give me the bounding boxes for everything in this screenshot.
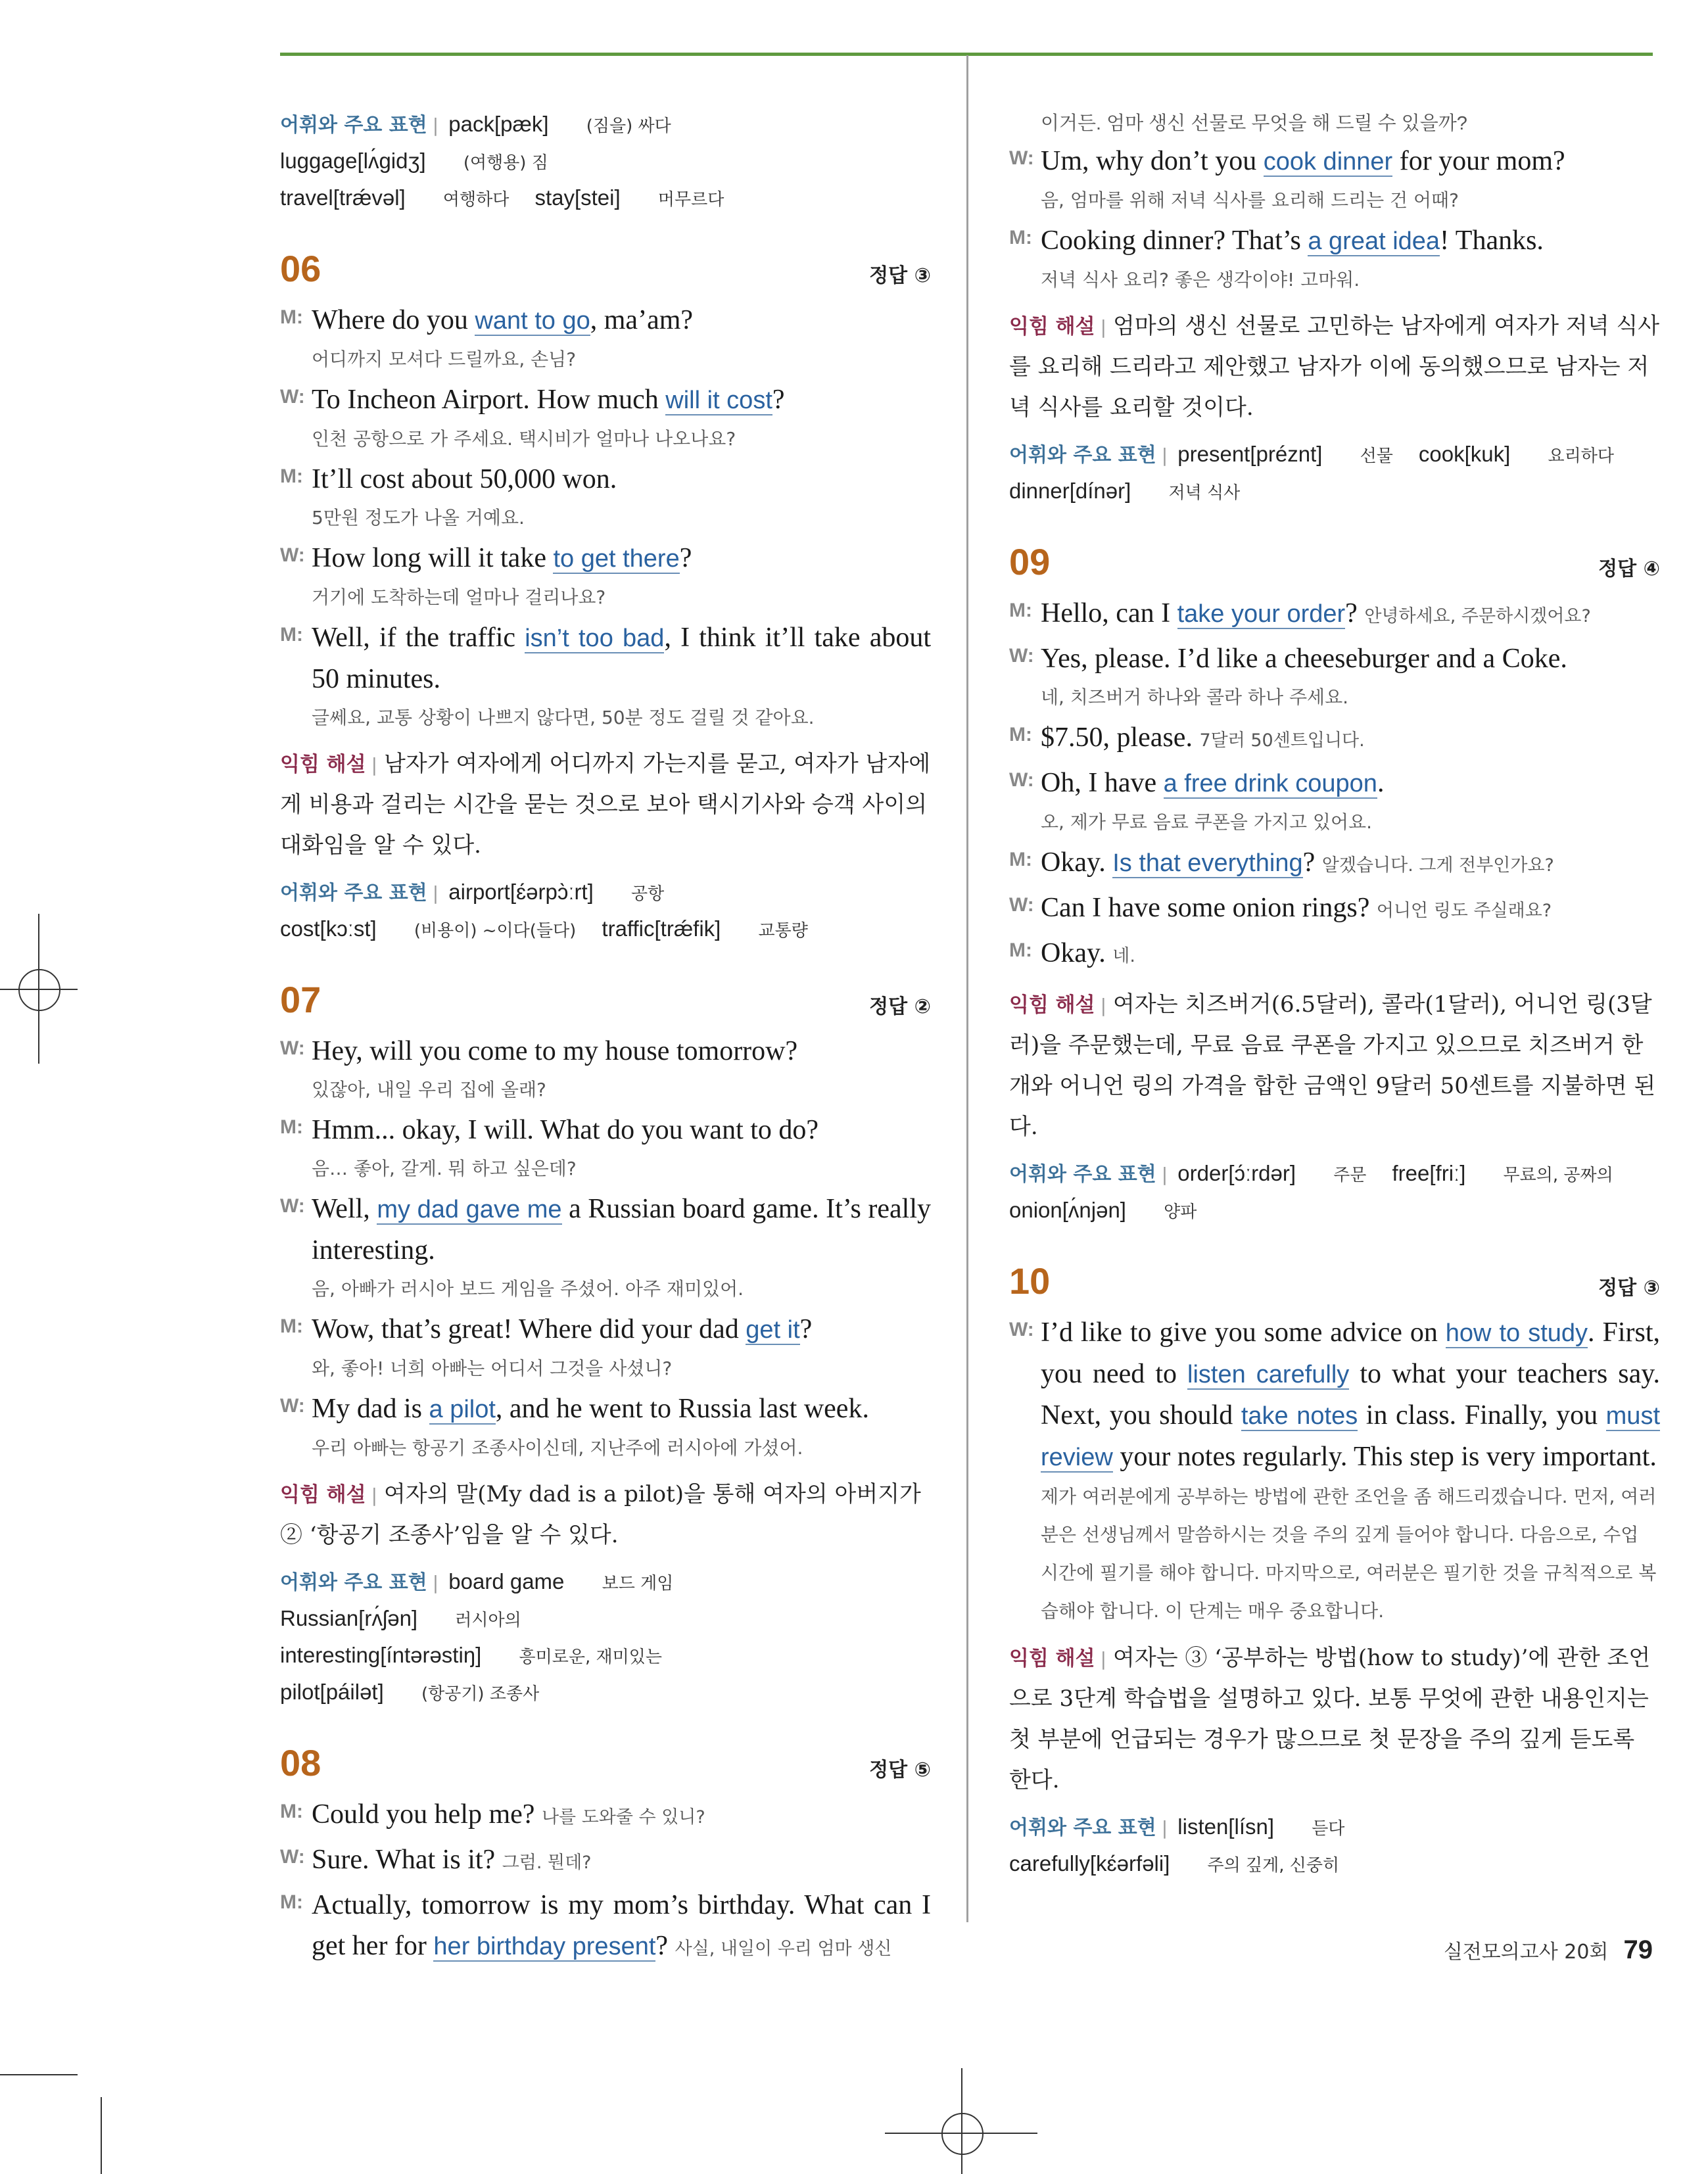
- speaker-label: W:: [280, 544, 305, 566]
- speaker-label: W:: [280, 1395, 305, 1417]
- translation: 5만원 정도가 나올 거예요.: [312, 507, 525, 529]
- question-header: [280, 1741, 931, 1793]
- vocab-item: interesting[íntərəstiŋ] 흥미로운, 재미있는: [280, 1643, 662, 1667]
- speaker-label: W:: [1009, 769, 1034, 791]
- dialogue-line: M: It’ll cost about 50,000 won.: [280, 459, 931, 500]
- translation: 글쎄요, 교통 상황이 나쁘지 않다면, 50분 정도 걸릴 것 같아요.: [312, 707, 815, 728]
- vocab-item: free[friː] 무료의, 공짜의: [1392, 1161, 1613, 1185]
- translation: 음, 엄마를 위해 저녁 식사를 요리해 드리는 건 어때?: [1041, 189, 1459, 211]
- registration-mark: [941, 2113, 984, 2155]
- vocab-item: present[préznt] 선물: [1177, 442, 1393, 466]
- key-phrase: her birthday present: [433, 1933, 656, 1960]
- vocab-item: carefully[kɛ́ərfəli] 주의 깊게, 신중히: [1009, 1851, 1340, 1876]
- question-header: [1009, 540, 1660, 592]
- dialogue-line: M: $7.50, please. 7달러 50센트입니다.: [1009, 717, 1660, 761]
- speaker-label: M:: [280, 1891, 303, 1913]
- answer-label: 정답 ⑤: [869, 1759, 931, 1782]
- monologue: W: I’d like to give you some advice on how to study. First, you need to listen carefully to what your teachers say. Next, you should take notes in class. Finally, you must review your notes regularly. This step is very important.: [1009, 1312, 1660, 1478]
- vocab-item: onion[ʌ́njən] 양파: [1009, 1198, 1197, 1222]
- vocab-label: 어휘와 주요 표현: [280, 1571, 427, 1594]
- answer-label: 정답 ③: [869, 264, 931, 287]
- speaker-label: W:: [1009, 147, 1034, 169]
- explanation-label: 익힘 해설: [280, 753, 366, 776]
- page-number: 79: [1623, 1935, 1653, 1964]
- speaker-label: M:: [1009, 939, 1032, 961]
- dialogue-line: W: Oh, I have a free drink coupon.: [1009, 763, 1660, 804]
- dialogue-line: M: Wow, that’s great! Where did your dad get it?: [280, 1309, 931, 1350]
- dialogue-line: W: Well, my dad gave me a Russian board game. It’s really interesting.: [280, 1189, 931, 1271]
- vocab-label: 어휘와 주요 표현: [1009, 1816, 1156, 1839]
- question-number: 10: [1009, 1260, 1051, 1302]
- speaker-label: M:: [280, 1315, 303, 1337]
- key-phrase: a great idea: [1308, 227, 1440, 255]
- vocab-box: 어휘와 주요 표현 | order[ɔ́ːrdər] 주문 free[friː] 무료의, 공짜의 onion[ʌ́njən] 양파: [1009, 1161, 1613, 1222]
- vocab-box: 어휘와 주요 표현 | airport[ɛ́ərpɔ̀ːrt] 공항 cost[kɔːst] (비용이) ~이다(들다) traffic[trǽfik] 교통량: [280, 880, 808, 941]
- dialogue-line: M: Actually, tomorrow is my mom’s birthday. What can I get her for her birthday present? 사실, 내일이 우리 엄마 생신: [280, 1885, 931, 1970]
- question-number: 07: [280, 979, 321, 1020]
- dialogue-line: M: Hello, can I take your order? 안녕하세요, 주문하시겠어요?: [1009, 593, 1660, 637]
- explanation: 익힘 해설 | 여자는 치즈버거(6.5달러), 콜라(1달러), 어니언 링(3달러)을 주문했는데, 무료 음료 쿠폰을 가지고 있으므로 치즈버거 한 개와 어니언 링의 가격을 합한 금액인 9달러 50센트를 지불하면 된다.: [1009, 991, 1656, 1140]
- question-number: 09: [1009, 541, 1051, 582]
- vocab-box: 어휘와 주요 표현 | board game 보드 게임 Russian[rʌ́ʃən] 러시아의 interesting[íntərəstiŋ] 흥미로운, 재미있는 pilot[páilət] (항공기) 조종사: [280, 1569, 674, 1704]
- key-phrase: want to go: [475, 307, 590, 335]
- translation: 나를 도와줄 수 있니?: [541, 1807, 705, 1828]
- vocab-item: stay[stei] 머무르다: [534, 185, 724, 210]
- translation: 사실, 내일이 우리 엄마 생신: [675, 1939, 892, 1959]
- key-phrase: a pilot: [429, 1396, 496, 1423]
- vocab-item: pack[pæk] (짐을) 싸다: [448, 112, 671, 136]
- explanation-label: 익힘 해설: [1009, 315, 1095, 339]
- question-number: 06: [280, 248, 321, 289]
- vocab-label: 어휘와 주요 표현: [280, 114, 427, 137]
- translation: 거기에 도착하는데 얼마나 걸리나요?: [312, 586, 606, 608]
- key-phrase: take your order: [1177, 600, 1346, 628]
- translation: 네, 치즈버거 하나와 콜라 하나 주세요.: [1041, 686, 1349, 708]
- translation: 저녁 식사 요리? 좋은 생각이야! 고마워.: [1041, 269, 1360, 291]
- key-phrase: how to study: [1445, 1319, 1588, 1347]
- dialogue-line: M: Well, if the traffic isn’t too bad, I think it’ll take about 50 minutes.: [280, 617, 931, 699]
- vocab-item: listen[lísn] 듣다: [1177, 1814, 1345, 1839]
- speaker-label: M:: [280, 1116, 303, 1138]
- dialogue-line: M: Okay. 네.: [1009, 933, 1660, 977]
- dialogue-line: M: Where do you want to go, ma’am?: [280, 300, 931, 341]
- left-column: [280, 108, 931, 1970]
- speaker-label: M:: [1009, 849, 1032, 870]
- translation: 있잖아, 내일 우리 집에 올래?: [312, 1079, 546, 1100]
- translation: 제가 여러분에게 공부하는 방법에 관한 조언을 좀 해드리겠습니다. 먼저, 여러분은 선생님께서 말씀하시는 것을 주의 깊게 들어야 합니다. 다음으로, 수업 시간에 필기를 해야 합니다. 마지막으로, 여러분은 필기한 것을 규칙적으로 복습해야 합니다. 이 단계는 매우 중요합니다.: [1041, 1486, 1657, 1622]
- vocab-item: travel[trǽvəl] 여행하다: [280, 185, 510, 210]
- dialogue-line: W: Can I have some onion rings? 어니언 링도 주실래요?: [1009, 887, 1660, 932]
- vocab-item: luggage[lʌ́gidʒ] (여행용) 짐: [280, 149, 548, 173]
- translation: 오, 제가 무료 음료 쿠폰을 가지고 있어요.: [1041, 811, 1372, 833]
- dialogue-line: M: Could you help me? 나를 도와줄 수 있니?: [280, 1794, 931, 1838]
- explanation: 익힘 해설 | 여자의 말(My dad is a pilot)을 통해 여자의 아버지가 ② ‘항공기 조종사’임을 알 수 있다.: [280, 1481, 921, 1548]
- speaker-label: W:: [1009, 645, 1034, 667]
- explanation-label: 익힘 해설: [280, 1483, 366, 1507]
- explanation: 익힘 해설 | 남자가 여자에게 어디까지 가는지를 묻고, 여자가 남자에게 비용과 걸리는 시간을 묻는 것으로 보아 택시기사와 승객 사이의 대화임을 알 수 있다.: [280, 751, 931, 859]
- book-title: 실전모의고사 20회: [1443, 1941, 1609, 1964]
- speaker-label: M:: [280, 1801, 303, 1822]
- speaker-label: W:: [280, 1037, 305, 1059]
- translation: 어니언 링도 주실래요?: [1376, 901, 1552, 921]
- translation: 음, 아빠가 러시아 보드 게임을 주셨어. 아주 재미있어.: [312, 1278, 744, 1300]
- column-divider: [966, 55, 968, 1922]
- crop-mark: [0, 2074, 78, 2075]
- vocab-item: dinner[dínər] 저녁 식사: [1009, 479, 1241, 503]
- key-phrase: cook dinner: [1263, 148, 1393, 176]
- speaker-label: W:: [280, 1195, 305, 1217]
- key-phrase: listen carefully: [1187, 1361, 1350, 1388]
- vocab-label: 어휘와 주요 표현: [1009, 444, 1156, 467]
- vocab-item: Russian[rʌ́ʃən] 러시아의: [280, 1606, 521, 1630]
- key-phrase: get it: [746, 1316, 800, 1344]
- translation: 네.: [1112, 946, 1135, 966]
- vocab-box: 어휘와 주요 표현 | pack[pæk] (짐을) 싸다 luggage[lʌ́gidʒ] (여행용) 짐 travel[trǽvəl] 여행하다 stay[stei] 머무르다: [280, 112, 724, 210]
- dialogue-line: W: How long will it take to get there?: [280, 538, 931, 579]
- explanation-label: 익힘 해설: [1009, 1647, 1095, 1670]
- vocab-item: cook[kuk] 요리하다: [1418, 442, 1614, 466]
- translation: 음… 좋아, 갈게. 뭐 하고 싶은데?: [312, 1158, 577, 1179]
- question-header: [280, 978, 931, 1029]
- vocab-item: airport[ɛ́ərpɔ̀ːrt] 공항: [448, 880, 665, 904]
- key-phrase: take notes: [1241, 1402, 1358, 1430]
- key-phrase: my dad gave me: [377, 1196, 562, 1223]
- dialogue-line: W: Hey, will you come to my house tomorrow?: [280, 1031, 931, 1072]
- key-phrase: isn’t too bad: [525, 625, 665, 652]
- vocab-box: 어휘와 주요 표현 | listen[lísn] 듣다 carefully[kɛ́ərfəli] 주의 깊게, 신중히: [1009, 1814, 1345, 1876]
- translation: 이거든. 엄마 생신 선물로 무엇을 해 드릴 수 있을까?: [1041, 113, 1467, 134]
- speaker-label: W:: [280, 1846, 305, 1868]
- speaker-label: M:: [1009, 724, 1032, 745]
- speaker-label: M:: [280, 306, 303, 328]
- vocab-item: traffic[trǽfik] 교통량: [602, 916, 808, 941]
- answer-label: 정답 ②: [869, 995, 931, 1018]
- speaker-label: W:: [1009, 894, 1034, 916]
- dialogue-line: W: To Incheon Airport. How much will it cost?: [280, 379, 931, 421]
- translation: 그럼. 뭔데?: [502, 1853, 592, 1873]
- crop-mark: [101, 2097, 102, 2174]
- translation: 와, 좋아! 너희 아빠는 어디서 그것을 사셨니?: [312, 1358, 673, 1379]
- speaker-label: M:: [1009, 227, 1032, 248]
- dialogue-line: M: Okay. Is that everything? 알겠습니다. 그게 전부인가요?: [1009, 842, 1660, 886]
- speaker-label: M:: [280, 465, 303, 487]
- vocab-item: board game 보드 게임: [448, 1569, 674, 1594]
- vocab-item: order[ɔ́ːrdər] 주문: [1177, 1161, 1367, 1185]
- key-phrase: to get there: [553, 545, 680, 573]
- vocab-item: pilot[páilət] (항공기) 조종사: [280, 1680, 540, 1704]
- key-phrase: Is that everything: [1112, 849, 1303, 877]
- question-header: [1009, 1260, 1660, 1311]
- dialogue-line: W: Yes, please. I’d like a cheeseburger and a Coke.: [1009, 638, 1660, 679]
- explanation-label: 익힘 해설: [1009, 993, 1095, 1017]
- translation: 인천 공항으로 가 주세요. 택시비가 얼마나 나오나요?: [312, 428, 736, 450]
- vocab-label: 어휘와 주요 표현: [280, 882, 427, 905]
- vocab-item: cost[kɔːst] (비용이) ~이다(들다): [280, 916, 577, 941]
- question-header: [280, 247, 931, 298]
- dialogue-line: W: Sure. What is it? 그럼. 뭔데?: [280, 1839, 931, 1883]
- speaker-label: W:: [280, 386, 305, 408]
- key-phrase: must review: [1041, 1402, 1661, 1471]
- dialogue-line: M: Hmm... okay, I will. What do you want to do?: [280, 1110, 931, 1150]
- vocab-box: 어휘와 주요 표현 | present[préznt] 선물 cook[kuk] 요리하다 dinner[dínər] 저녁 식사: [1009, 442, 1614, 503]
- translation: 7달러 50센트입니다.: [1199, 730, 1365, 751]
- dialogue-line: W: My dad is a pilot, and he went to Russia last week.: [280, 1388, 931, 1430]
- vocab-label: 어휘와 주요 표현: [1009, 1163, 1156, 1186]
- answer-label: 정답 ④: [1598, 557, 1660, 580]
- page-footer: [1444, 1935, 1653, 1965]
- translation: 어디까지 모셔다 드릴까요, 손님?: [312, 348, 577, 370]
- translation: 우리 아빠는 항공기 조종사이신데, 지난주에 러시아에 가셨어.: [312, 1437, 803, 1459]
- speaker-label: W:: [1009, 1319, 1034, 1340]
- dialogue-line: W: Um, why don’t you cook dinner for your mom?: [1009, 141, 1660, 182]
- right-column: [1009, 108, 1660, 1884]
- question-number: 08: [280, 1742, 321, 1784]
- key-phrase: a free drink coupon: [1163, 770, 1377, 797]
- speaker-label: M:: [280, 624, 303, 646]
- key-phrase: will it cost: [665, 387, 772, 414]
- explanation: 익힘 해설 | 여자는 ③ ‘공부하는 방법(how to study)’에 관한 조언으로 3단계 학습법을 설명하고 있다. 보통 무엇에 관한 내용인지는 첫 부분에 언급되는 경우가 많으므로 첫 문장을 주의 깊게 듣도록 한다.: [1009, 1645, 1651, 1793]
- dialogue-line: M: Cooking dinner? That’s a great idea! Thanks.: [1009, 220, 1660, 262]
- explanation: 익힘 해설 | 엄마의 생신 선물로 고민하는 남자에게 여자가 저녁 식사를 요리해 드리라고 제안했고 남자가 이에 동의했으므로 남자는 저녁 식사를 요리할 것이다.: [1009, 313, 1660, 421]
- answer-label: 정답 ③: [1598, 1277, 1660, 1300]
- translation: 안녕하세요, 주문하시겠어요?: [1364, 606, 1591, 626]
- speaker-label: M:: [1009, 600, 1032, 621]
- registration-mark: [18, 969, 60, 1011]
- translation: 알겠습니다. 그게 전부인가요?: [1321, 855, 1554, 876]
